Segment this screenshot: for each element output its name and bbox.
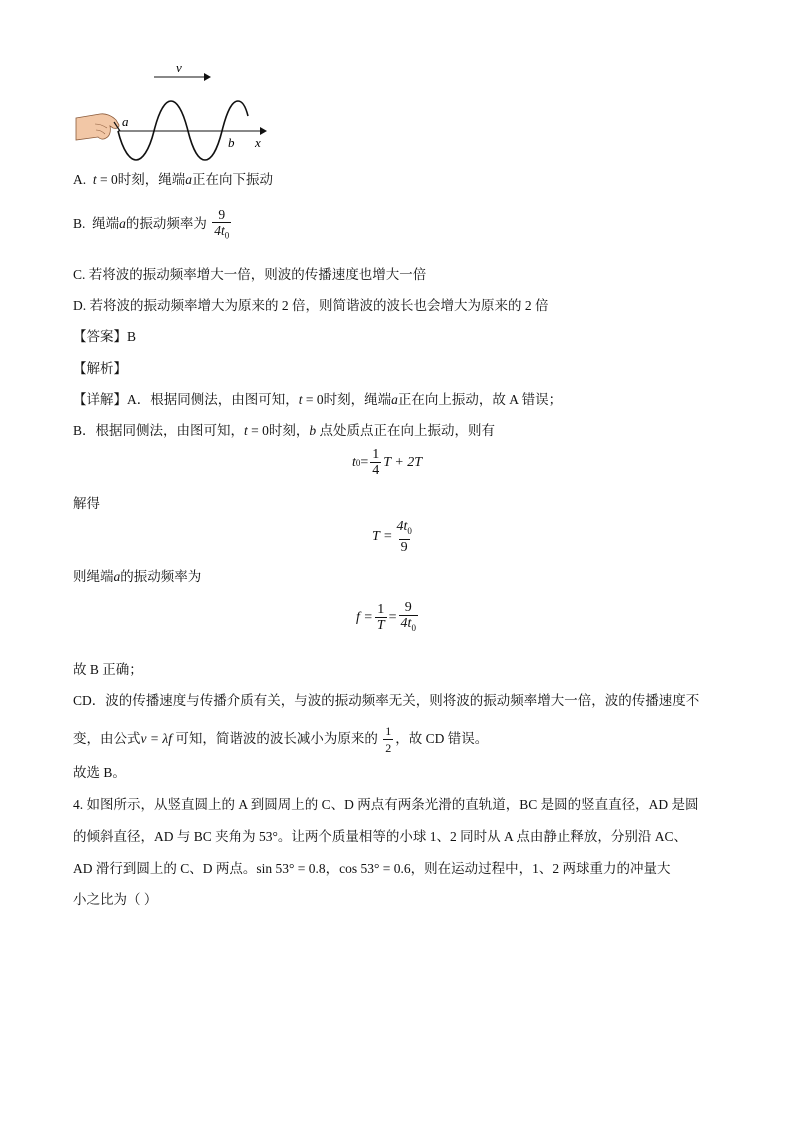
analysis-label: 【解析】 <box>73 361 127 376</box>
answer-label: 【答案】 <box>73 329 127 344</box>
velocity-label: v <box>176 60 182 75</box>
cd-fraction: $\frac{1}{2}$ <box>385 723 392 755</box>
option-a-text2: 正在向下振动 <box>192 172 274 187</box>
option-b-fraction <box>212 207 231 244</box>
solve-label: 解得 <box>73 496 100 511</box>
velocity-arrowhead <box>204 73 211 81</box>
option-a-t: t <box>92 172 97 187</box>
detail-line-1: 【详解】A．根据同侧法，由图可知，t = 0时刻，绳端a正在向上振动，故 A 错误； <box>73 392 563 407</box>
option-b-den: $4t_0$ <box>212 222 231 244</box>
answer-value: B <box>127 329 137 344</box>
equation-3-fraction-2: $\frac{9}{4t_0}$ <box>399 600 418 636</box>
b-correct-text: 故 B 正确； <box>73 662 143 677</box>
cd-line-2: 变，由公式v = λf 可知，简谐波的波长减小为原来的 $\frac{1}{2}$ ，故 CD 错误。 <box>73 723 489 755</box>
option-b-text1: 绳端 <box>92 216 120 231</box>
equation-3-fraction-1: $\frac{1}{T}$ <box>376 601 385 633</box>
equation-frequency: f = $\frac{1}{T}$ = $\frac{9}{4t_0}$ <box>356 600 420 636</box>
detail-label: 【详解】 <box>73 392 127 407</box>
question-4-line-3: AD 滑行到圆上的 C、D 两点。sin 53° = 0.8，cos 53° = 0.6，则在运动过程中，1、2 两球重力的冲量大 <box>73 861 671 876</box>
x-axis-label: x <box>255 135 261 150</box>
answer-line <box>73 328 136 346</box>
option-b <box>73 206 233 243</box>
option-a-alpha: a <box>185 172 193 187</box>
option-d: D. 若将波的振动频率增大为原来的 2 倍，则简谐波的波长也会增大为原来的 2 倍 <box>73 298 549 313</box>
point-b-label: b <box>228 135 235 150</box>
question-4-line-2: 的倾斜直径，AD 与 BC 夹角为 53°。让两个质量相等的小球 1、2 同时从 A 点由静止释放，分别沿 AC、 <box>73 829 688 844</box>
cd-line-1: CD．波的传播速度与传播介质有关，与波的振动频率无关，则将波的振动频率增大一倍，波的传播速度不 <box>73 693 700 708</box>
question-4-line-1: 4. 如图所示，从竖直圆上的 A 到圆周上的 C、D 两点有两条光滑的直轨道，BC 是圆的竖直直径，AD 是圆 <box>73 797 699 812</box>
equation-period-relation: t 0 = $\frac{1}{4}$ T + 2T <box>352 447 423 478</box>
equation-period: T = $\frac{4t_0}{9}$ <box>372 519 412 555</box>
wave-formula: v = λf <box>140 731 172 746</box>
wave-figure <box>70 58 280 168</box>
equation-1-fraction: $\frac{1}{4}$ <box>372 447 380 478</box>
x-axis-arrowhead <box>260 127 267 135</box>
point-a-label: a <box>122 114 129 129</box>
choose-text: 故选 B。 <box>73 765 126 780</box>
equation-2-fraction: $\frac{4t_0}{9}$ <box>396 519 412 555</box>
option-a-prefix: A. <box>73 172 87 187</box>
option-b-text2: 的振动频率为 <box>125 216 207 231</box>
option-c: C. 若将波的振动频率增大一倍，则波的传播速度也增大一倍 <box>73 267 427 282</box>
option-a <box>73 171 273 189</box>
option-b-alpha: a <box>119 216 126 231</box>
hand-icon <box>76 114 120 140</box>
question-4-line-4: 小之比为（ ） <box>73 892 158 907</box>
option-a-eq: = 0 <box>96 172 118 187</box>
frequency-text: 则绳端a的振动频率为 <box>73 569 202 584</box>
detail-line-2: B．根据同侧法，由图可知，t = 0时刻，b 点处质点正在向上振动，则有 <box>73 423 496 438</box>
option-b-num: 9 <box>218 206 226 222</box>
option-a-text1: 时刻，绳端 <box>117 172 186 187</box>
option-b-prefix: B. <box>73 216 86 231</box>
